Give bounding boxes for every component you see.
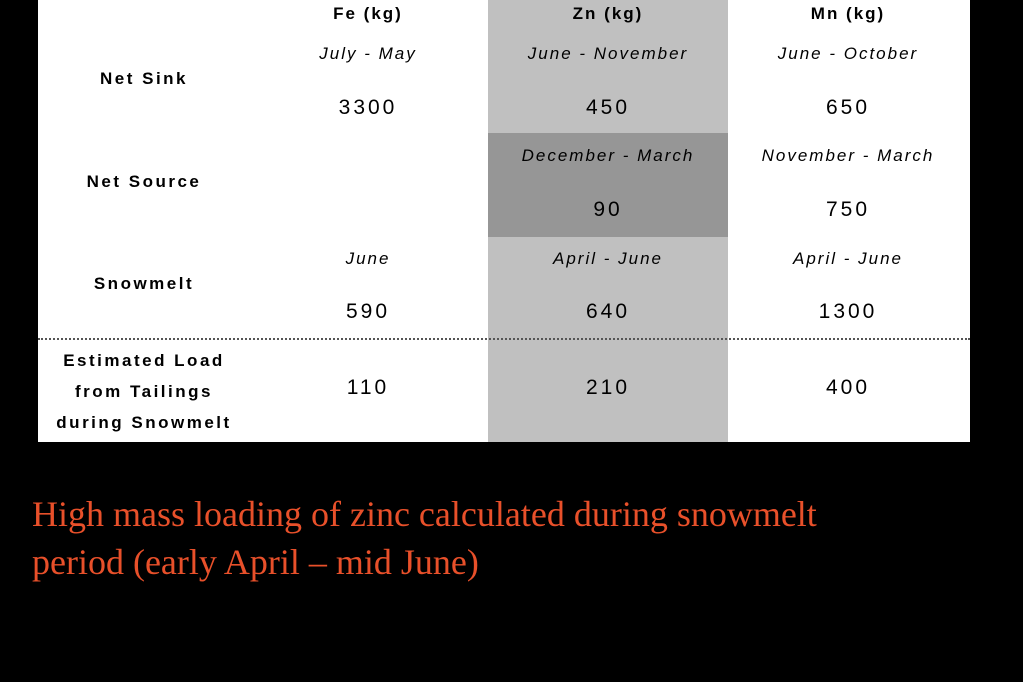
net-sink-fe-period: July - May <box>319 44 417 63</box>
header-fe: Fe (kg) <box>333 4 403 23</box>
estimated-zn-value: 210 <box>585 376 631 399</box>
row-label-estimated-line2: from Tailings <box>75 382 213 401</box>
net-source-zn-period: December - March <box>521 146 695 165</box>
snowmelt-mn-value: 1300 <box>818 300 878 323</box>
net-sink-mn-value: 650 <box>825 96 871 119</box>
row-label-net-sink: Net Sink <box>99 69 189 88</box>
net-sink-zn-period: June - November <box>527 44 689 63</box>
caption-line-2: period (early April – mid June) <box>32 542 479 582</box>
header-mn: Mn (kg) <box>810 4 886 23</box>
net-sink-zn-value: 450 <box>585 96 631 119</box>
load-table <box>38 0 970 442</box>
caption-line-1: High mass loading of zinc calculated during snowmelt <box>32 494 817 534</box>
net-source-mn-value: 750 <box>825 198 871 221</box>
row-label-estimated-line3: during Snowmelt <box>56 413 232 432</box>
row-label-snowmelt: Snowmelt <box>93 274 195 293</box>
row-label-net-source: Net Source <box>86 172 202 191</box>
table-divider <box>38 338 970 340</box>
snowmelt-zn-value: 640 <box>585 300 631 323</box>
snowmelt-fe-value: 590 <box>345 300 391 323</box>
header-zn: Zn (kg) <box>572 4 644 23</box>
slide-caption <box>32 490 992 586</box>
snowmelt-fe-period: June <box>345 249 391 268</box>
estimated-mn-value: 400 <box>825 376 871 399</box>
snowmelt-zn-period: April - June <box>553 249 663 268</box>
snowmelt-mn-period: April - June <box>793 249 903 268</box>
net-sink-mn-period: June - October <box>777 44 919 63</box>
net-source-mn-period: November - March <box>761 146 935 165</box>
estimated-fe-value: 110 <box>346 376 390 399</box>
net-source-zn-value: 90 <box>593 198 623 221</box>
net-sink-fe-value: 3300 <box>338 96 398 119</box>
row-label-estimated-line1: Estimated Load <box>63 351 225 370</box>
